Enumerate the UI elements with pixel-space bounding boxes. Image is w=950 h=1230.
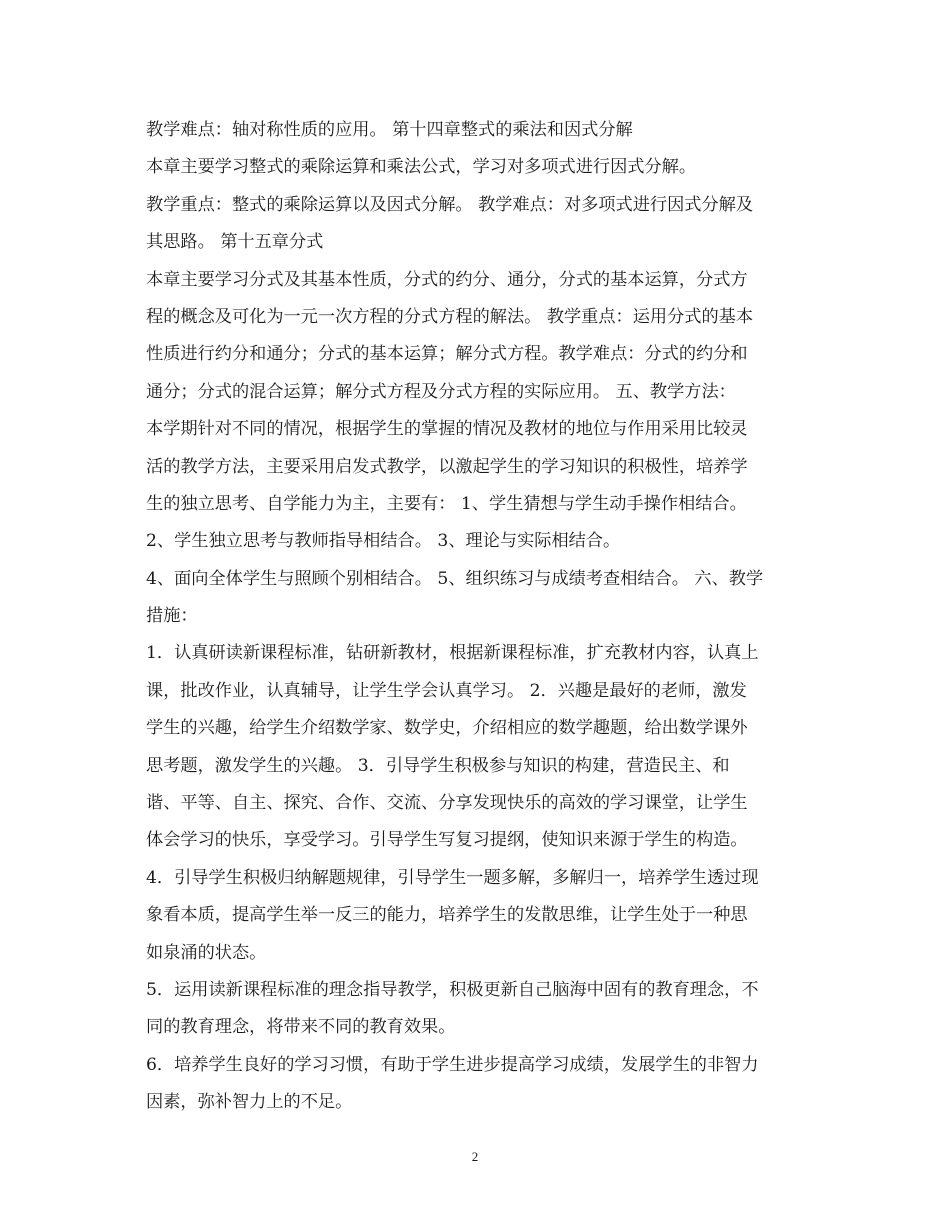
text-line: 思考题，激发学生的兴趣。 3．引导学生积极参与知识的构建，营造民主、和 (146, 755, 730, 776)
text-line: 6．培养学生良好的学习习惯，有助于学生进步提高学习成绩，发展学生的非智力 (146, 1054, 759, 1075)
text-line: 同的教育理念，将带来不同的教育效果。 (146, 1017, 456, 1038)
text-line: 生的独立思考、自学能力为主，主要有： 1、学生猜想与学生动手操作相结合。 (146, 493, 747, 514)
text-line: 4、面向全体学生与照顾个别相结合。 5、组织练习与成绩考查相结合。 六、教学 (146, 568, 764, 589)
text-line: 活的教学方法，主要采用启发式教学，以激起学生的学习知识的积极性，培养学 (146, 456, 748, 477)
text-line: 4．引导学生积极归纳解题规律，引导学生一题多解，多解归一，培养学生透过现 (146, 867, 759, 888)
text-line: 教学难点：轴对称性质的应用。 第十四章整式的乘法和因式分解 (146, 120, 633, 140)
text-line: 因素，弥补智力上的不足。 (146, 1092, 353, 1113)
text-line: 本学期针对不同的情况，根据学生的掌握的情况及教材的地位与作用采用比较灵 (146, 419, 748, 440)
text-line: 本章主要学习分式及其基本性质，分式的约分、通分，分式的基本运算，分式方 (146, 269, 748, 290)
text-line: 程的概念及可化为一元一次方程的分式方程的解法。 教学重点：运用分式的基本 (146, 306, 754, 327)
text-line: 性质进行约分和通分；分式的基本运算；解分式方程。教学难点：分式的约分和 (146, 344, 748, 365)
text-line: 1．认真研读新课程标准，钻研新教材，根据新课程标准，扩充教材内容，认真上 (146, 643, 759, 664)
text-line: 课，批改作业，认真辅导，让学生学会认真学习。 2．兴趣是最好的老师，激发 (146, 680, 747, 701)
text-line: 谐、平等、自主、探究、合作、交流、分享发现快乐的高效的学习课堂，让学生 (146, 793, 748, 814)
text-line: 教学重点：整式的乘除运算以及因式分解。 教学难点：对多项式进行因式分解及 (146, 194, 754, 215)
text-line: 措施： (146, 606, 198, 627)
text-line: 学生的兴趣，给学生介绍数学家、数学史，介绍相应的数学趣题，给出数学课外 (146, 718, 748, 739)
text-line: 其思路。 第十五章分式 (146, 232, 324, 253)
text-line: 体会学习的快乐，享受学习。引导学生写复习提纲，使知识来源于学生的构造。 (146, 830, 748, 851)
text-line: 如泉涌的状态。 (146, 942, 267, 963)
text-line: 2、学生独立思考与教师指导相结合。 3、理论与实际相结合。 (146, 531, 621, 552)
text-line: 通分；分式的混合运算；解分式方程及分式方程的实际应用。 五、教学方法： (146, 381, 736, 402)
text-line: 本章主要学习整式的乘除运算和乘法公式，学习对多项式进行因式分解。 (146, 157, 697, 178)
text-line: 象看本质，提高学生举一反三的能力，培养学生的发散思维，让学生处于一种思 (146, 905, 748, 926)
text-line: 5．运用读新课程标准的理念指导教学，积极更新自己脑海中固有的教育理念，不 (146, 979, 759, 1000)
body-text (146, 112, 816, 1122)
page-number: 2 (471, 1149, 479, 1164)
